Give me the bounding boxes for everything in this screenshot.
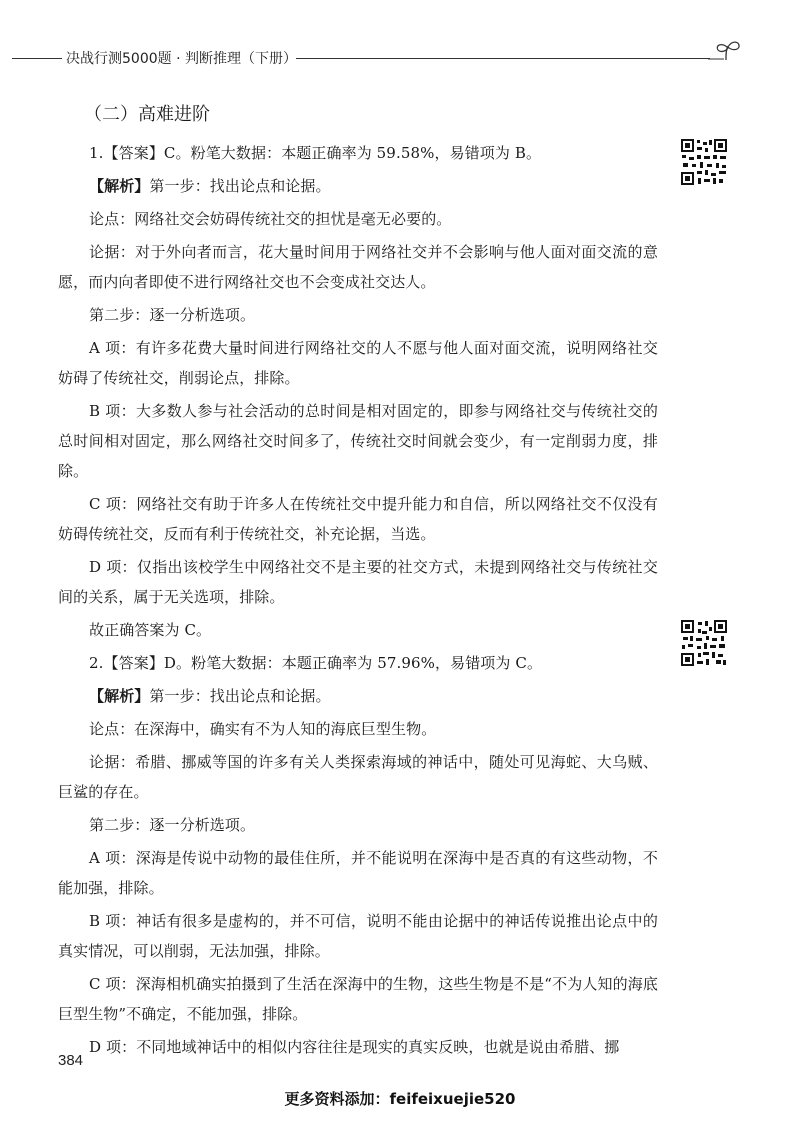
q1-argument: 论点：网络社交会妨碍传统社交的担忧是毫无必要的。 [89, 210, 452, 228]
analysis-step1: 第一步：找出论点和论据。 [149, 687, 331, 705]
analysis-step1: 第一步：找出论点和论据。 [149, 177, 331, 195]
q2-analysis [58, 681, 658, 711]
q1-conclusion: 故正确答案为 C。 [89, 621, 212, 639]
page-header [0, 38, 800, 78]
page-number: 384 [58, 1052, 84, 1069]
book-title: 决战行测5000题 · 判断推理（下册） [66, 51, 297, 67]
q2-step2: 第二步：逐一分析选项。 [89, 816, 256, 834]
qr-code-icon [680, 138, 728, 186]
footer-note: 更多资料添加：feifeixuejie520 [284, 1090, 516, 1108]
q2-argument: 论点：在深海中，确实有不为人知的海底巨型生物。 [89, 720, 437, 738]
q2-option-c: C 项：深海相机确实拍摄到了生活在深海中的生物，这些生物是不是“不为人知的海底巨型生物”不确定，不能加强，排除。 [58, 975, 658, 1023]
q1-option-b: B 项：大多数人参与社会活动的总时间是相对固定的，即参与网络社交与传统社交的总时间相对固定，那么网络社交时间多了，传统社交时间就会变少，有一定削弱力度，排除。 [58, 402, 658, 480]
q1-answer: 1.【答案】C。粉笔大数据：本题正确率为 59.58%，易错项为 B。 [89, 144, 542, 162]
q1-analysis [58, 171, 658, 201]
q1-option-c: C 项：网络社交有助于许多人在传统社交中提升能力和自信，所以网络社交不仅没有妨碍传统社交，反而有利于传统社交，补充论据，当选。 [58, 495, 658, 543]
q2-evidence: 论据：希腊、挪威等国的许多有关人类探索海域的神话中，随处可见海蛇、大乌贼、巨鲨的存在。 [58, 753, 658, 801]
qr-code-icon [680, 619, 728, 667]
q1-evidence: 论据：对于外向者而言，花大量时间用于网络社交并不会影响与他人面对面交流的意愿，而内向者即使不进行网络社交也不会变成社交达人。 [58, 243, 658, 291]
q2-option-a: A 项：深海是传说中动物的最佳住所，并不能说明在深海中是否真的有这些动物，不能加强，排除。 [58, 849, 658, 897]
header-rule-right [296, 58, 710, 59]
q1-option-d: D 项：仅指出该校学生中网络社交不是主要的社交方式，未提到网络社交与传统社交间的关系，属于无关选项，排除。 [58, 558, 658, 606]
sprout-icon [706, 40, 746, 66]
q2-option-b: B 项：神话有很多是虚构的，并不可信，说明不能由论据中的神话传说推出论点中的真实情况，可以削弱，无法加强，排除。 [58, 912, 658, 960]
q1-option-a: A 项：有许多花费大量时间进行网络社交的人不愿与他人面对面交流，说明网络社交妨碍了传统社交，削弱论点，排除。 [58, 339, 658, 387]
page-content [58, 86, 658, 1062]
analysis-label: 【解析】 [89, 687, 150, 705]
analysis-label: 【解析】 [89, 177, 150, 195]
header-rule-left [12, 58, 62, 59]
q1-step2: 第二步：逐一分析选项。 [89, 306, 256, 324]
q2-option-d: D 项：不同地域神话中的相似内容往往是现实的真实反映，也就是说由希腊、挪 [89, 1038, 620, 1056]
section-title: （二）高难进阶 [84, 104, 210, 125]
q2-answer: 2.【答案】D。粉笔大数据：本题正确率为 57.96%，易错项为 C。 [89, 654, 543, 672]
